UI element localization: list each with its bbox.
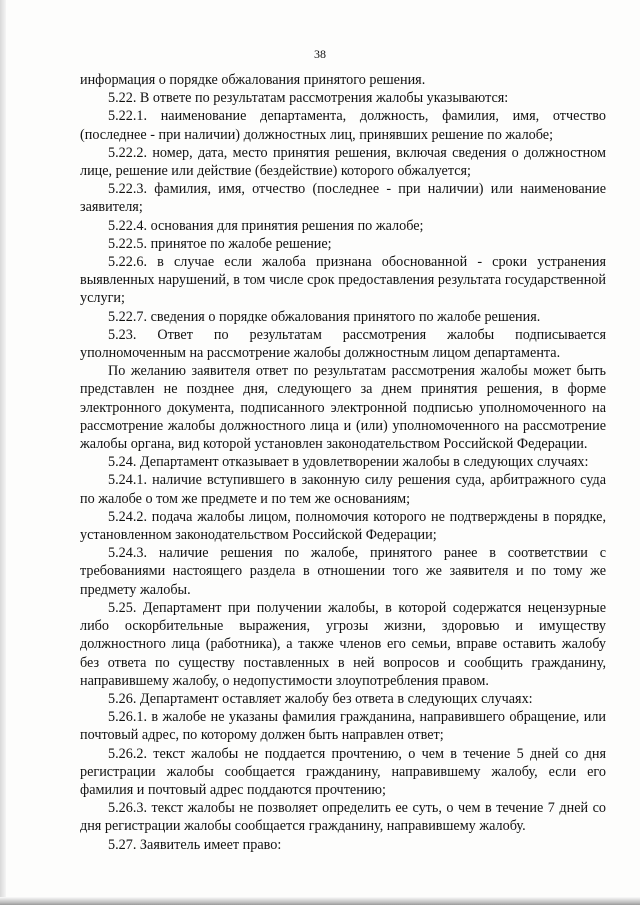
paragraph-5-24-3: 5.24.3. наличие решения по жалобе, принятого ранее в соответствии с требованиями настоящего раздела в отношении того же заявителя и по тому же предмету жалобы. [80,545,606,598]
paragraph-5-24: 5.24. Департамент отказывает в удовлетворении жалобы в следующих случаях: [108,454,589,471]
paragraph-5-26-1: 5.26.1. в жалобе не указаны фамилия гражданина, направившего обращение, или почтовый адрес, по которому должен быть направлен ответ; [80,709,606,744]
paragraph-5-22: 5.22. В ответе по результатам рассмотрения жалобы указываются: [108,90,509,107]
paragraph-5-22-6: 5.22.6. в случае если жалоба признана обоснованной - сроки устранения выявленных нарушений, в том числе срок предоставления результата государственной услуги; [80,254,606,307]
paragraph-5-22-7: 5.22.7. сведения о порядке обжалования принятого по жалобе решения. [108,308,541,325]
paragraph-5-22-2: 5.22.2. номер, дата, место принятия решения, включая сведения о должностном лице, решение или действие (бездействие) которого обжалуется; [80,144,606,180]
paragraph-5-22-5: 5.22.5. принятое по жалобе решение; [108,235,332,252]
paragraph-5-26-2: 5.26.2. текст жалобы не поддается прочтению, о чем в течение 5 дней со дня регистрации жалобы сообщается гражданину, направившему жалобу, если его фамилия и почтовый адрес поддаются прочтению; [80,745,606,798]
paragraph-5-22-4: 5.22.4. основания для принятия решения по жалобе; [108,217,424,234]
scan-left-edge [0,0,6,905]
paragraph-5-24-2: 5.24.2. подача жалобы лицом, полномочия которого не подтверждены в порядке, установленном законодательством Российской Федерации; [80,508,606,544]
paragraph-5-26: 5.26. Департамент оставляет жалобу без ответа в следующих случаях: [108,690,533,707]
paragraph: информация о порядке обжалования принятого решения. [80,72,426,88]
paragraph-electronic-response: По желанию заявителя ответ по результатам рассмотрения жалобы может быть представлен не позднее дня, следующего за днем принятия решения, в форме электронного документа, подписанного электронной подписью уполномоченного на рассмотрение жалобы должностного лица и (или) уполномоченного на рассмотрение жалобы органа, вид которой установлен законодательством Российской Федерации. [80,363,606,453]
paragraph-5-27: 5.27. Заявитель имеет право: [108,836,282,853]
paragraph-5-22-3: 5.22.3. фамилия, имя, отчество (последнее - при наличии) или наименование заявителя; [80,181,606,216]
paragraph-5-25: 5.25. Департамент при получении жалобы, в которой содержатся нецензурные либо оскорбительные выражения, угрозы жизни, здоровью и имуществу должностного лица (работника), а также членов его семьи, вправе оставить жалобу без ответа по существу поставленных в ней вопросов и сообщить гражданину, направившему жалобу, о недопустимости злоупотребления правом. [80,599,606,689]
document-body [80,71,606,854]
page-number: 38 [314,47,326,61]
paragraph-5-24-1: 5.24.1. наличие вступившего в законную силу решения суда, арбитражного суда по жалобе о том же предмете и по тем же основаниям; [80,472,606,507]
paragraph-5-22-1: 5.22.1. наименование департамента, должность, фамилия, имя, отчество (последнее - при наличии) должностных лиц, принявших решение по жалобе; [80,108,606,143]
scan-bottom-edge [0,897,640,905]
paragraph-5-23: 5.23. Ответ по результатам рассмотрения жалобы подписывается уполномоченным на рассмотрение жалобы должностным лицом департамента. [80,326,606,362]
paragraph-5-26-3: 5.26.3. текст жалобы не позволяет определить ее суть, о чем в течение 7 дней со дня регистрации жалобы сообщается гражданину, направившему жалобу. [80,800,606,835]
